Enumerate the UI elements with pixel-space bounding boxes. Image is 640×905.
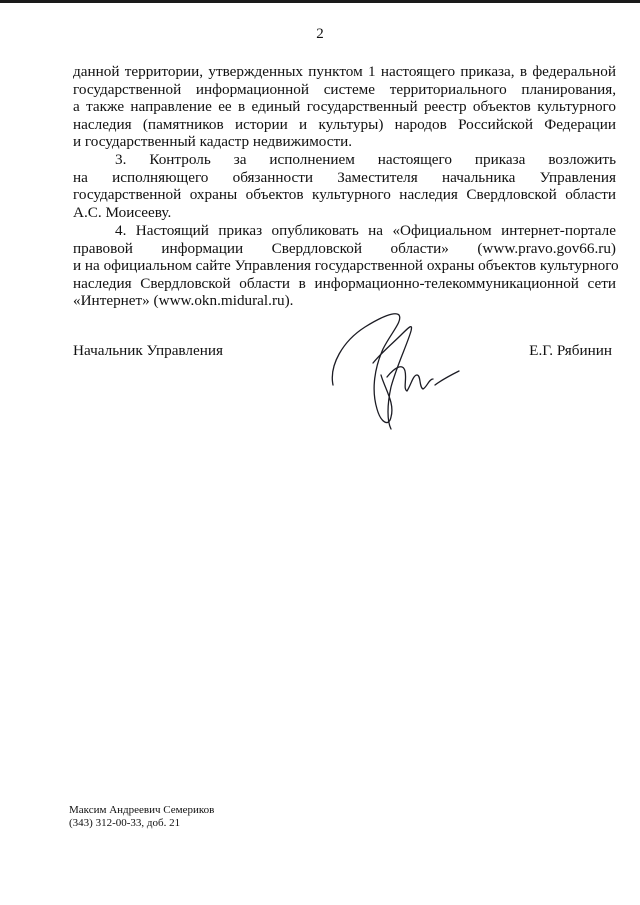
handwritten-signature-icon xyxy=(325,305,465,435)
signer-title: Начальник Управления xyxy=(73,342,223,359)
paragraph-3-control xyxy=(73,151,616,221)
text-line: наследия (памятников истории и культуры) народов Российской Федерации xyxy=(73,115,616,133)
paragraph-continuation xyxy=(73,63,616,151)
text-line: государственной охраны объектов культурного наследия Свердловской области xyxy=(73,186,616,204)
text-line: и государственный кадастр недвижимости. xyxy=(73,133,353,151)
text-line: на исполняющего обязанности Заместителя начальника Управления xyxy=(73,168,616,186)
executor-footer xyxy=(69,804,214,830)
text-line: государственной информационной системе территориального планирования, xyxy=(73,80,616,98)
text-line: А.С. Моисееву. xyxy=(73,203,172,221)
signer-name: Е.Г. Рябинин xyxy=(529,342,612,359)
text-line: и на официальном сайте Управления государственной охраны объектов культурного xyxy=(73,257,619,275)
text-line: а также направление ее в единый государственный реестр объектов культурного xyxy=(73,98,616,116)
page-number: 2 xyxy=(316,26,324,42)
text-line: 4. Настоящий приказ опубликовать на «Официальном интернет-портале xyxy=(115,222,616,239)
executor-phone: (343) 312-00-33, доб. 21 xyxy=(69,817,181,829)
paragraph-4-publication xyxy=(73,222,619,310)
text-line: «Интернет» (www.okn.midural.ru). xyxy=(73,292,294,310)
page-top-edge xyxy=(0,0,640,3)
executor-name: Максим Андреевич Семериков xyxy=(69,804,215,816)
text-line: 3. Контроль за исполнением настоящего приказа возложить xyxy=(115,151,616,168)
text-line: данной территории, утвержденных пунктом 1 настоящего приказа, в федеральной xyxy=(73,63,616,80)
text-line: правовой информации Свердловской области» (www.pravo.gov66.ru) xyxy=(73,239,616,257)
text-line: наследия Свердловской области в информационно-телекоммуникационной сети xyxy=(73,274,616,292)
